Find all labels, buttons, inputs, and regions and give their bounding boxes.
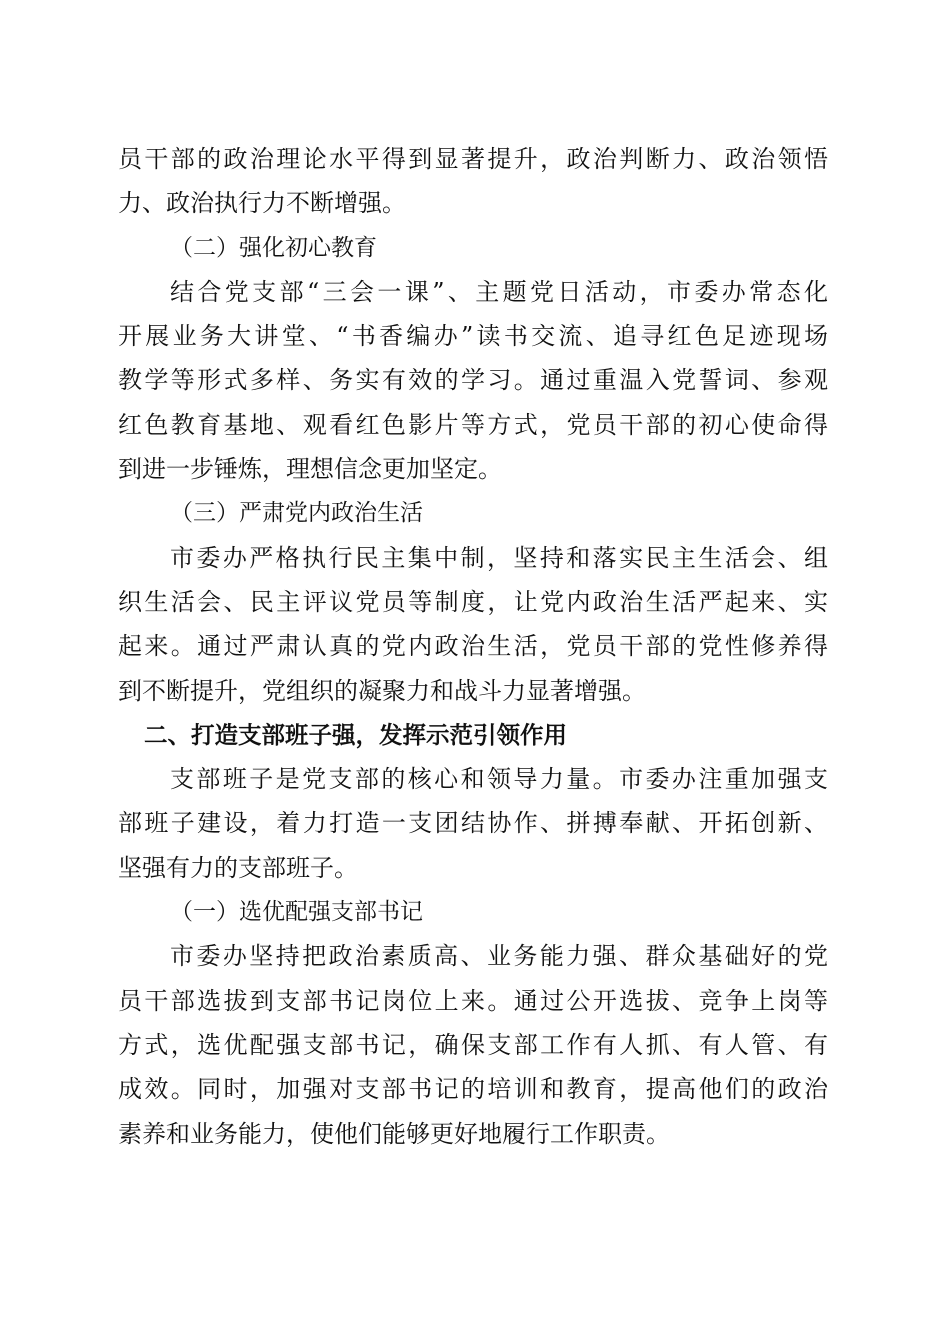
- paragraph-line: 到进一步锤炼，理想信念更加坚定。: [118, 455, 502, 484]
- paragraph-line: 素养和业务能力，使他们能够更好地履行工作职责。: [118, 1119, 670, 1148]
- paragraph-line: 市委办坚持把政治素质高、业务能力强、群众基础好的党: [170, 942, 828, 971]
- paragraph-line: 教学等形式多样、务实有效的学习。通过重温入党誓词、参观: [118, 366, 828, 395]
- section-subheading: （一）选优配强支部书记: [170, 899, 423, 926]
- section-subheading: （二）强化初心教育: [170, 234, 377, 261]
- paragraph-line: 市委办严格执行民主集中制，坚持和落实民主生活会、组: [170, 543, 828, 572]
- paragraph-line: 员干部选拔到支部书记岗位上来。通过公开选拔、竞争上岗等: [118, 986, 828, 1015]
- paragraph-line: 结合党支部“三会一课”、主题党日活动，市委办常态化: [170, 277, 828, 306]
- paragraph-line: 到不断提升，党组织的凝聚力和战斗力显著增强。: [118, 676, 646, 705]
- paragraph-line: 起来。通过严肃认真的党内政治生活，党员干部的党性修养得: [118, 632, 828, 661]
- paragraph-line: 成效。同时，加强对支部书记的培训和教育，提高他们的政治: [118, 1075, 828, 1104]
- paragraph-line: 开展业务大讲堂、“书香编办”读书交流、追寻红色足迹现场: [118, 322, 828, 351]
- paragraph-line: 支部班子是党支部的核心和领导力量。市委办注重加强支: [170, 765, 828, 794]
- paragraph-line: 坚强有力的支部班子。: [118, 853, 358, 882]
- paragraph-line: 方式，选优配强支部书记，确保支部工作有人抓、有人管、有: [118, 1030, 828, 1059]
- paragraph-line: 红色教育基地、观看红色影片等方式，党员干部的初心使命得: [118, 410, 828, 439]
- paragraph-line: 部班子建设，着力打造一支团结协作、拼搏奉献、开拓创新、: [118, 809, 828, 838]
- section-heading: 二、打造支部班子强，发挥示范引领作用: [144, 720, 567, 749]
- paragraph-line: 织生活会、民主评议党员等制度，让党内政治生活严起来、实: [118, 587, 828, 616]
- section-subheading: （三）严肃党内政治生活: [170, 500, 423, 527]
- paragraph-line: 力、政治执行力不断增强。: [118, 189, 406, 218]
- paragraph-line: 员干部的政治理论水平得到显著提升，政治判断力、政治领悟: [118, 145, 828, 173]
- document-body: [118, 137, 828, 1156]
